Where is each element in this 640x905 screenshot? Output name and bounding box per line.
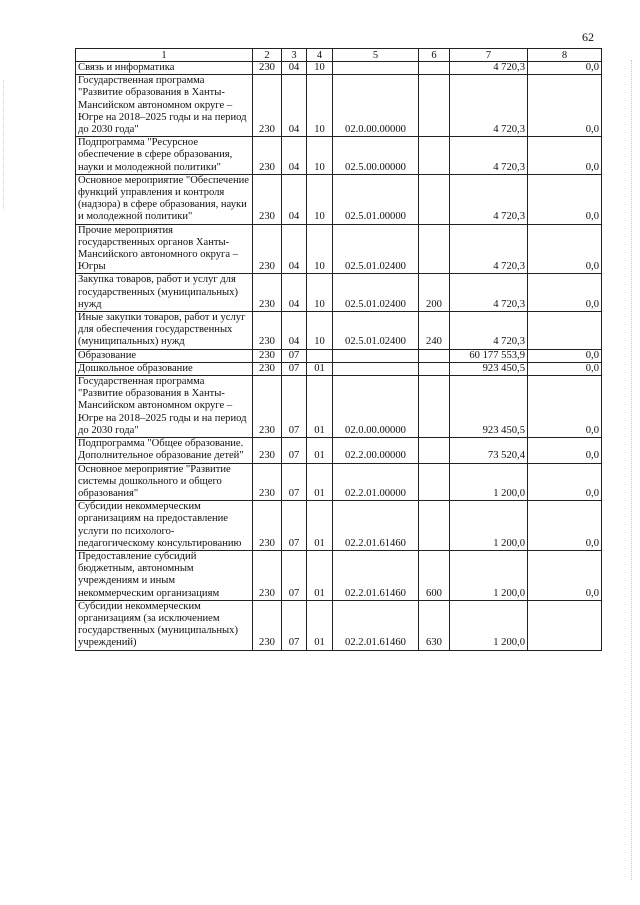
row-section-cell: 07 (282, 362, 307, 375)
row-expense-type-cell (419, 362, 450, 375)
column-header: 3 (282, 49, 307, 62)
row-code-cell: 230 (253, 75, 282, 137)
row-subsection-cell: 10 (307, 137, 333, 175)
row-name-cell: Предоставление субсидий бюджетным, автономным учреждениям и иным некоммерческим организациям (76, 550, 253, 600)
row-amount-cell: 1 200,0 (450, 600, 528, 650)
row-section-cell: 04 (282, 75, 307, 137)
row-federal-amount-cell: 0,0 (528, 362, 602, 375)
row-section-cell: 07 (282, 376, 307, 438)
table-row (76, 463, 602, 501)
row-target-article-cell (333, 349, 419, 362)
row-code-cell: 230 (253, 174, 282, 224)
row-federal-amount-cell: 0,0 (528, 137, 602, 175)
row-code-cell: 230 (253, 600, 282, 650)
table-row (76, 438, 602, 463)
row-expense-type-cell (419, 463, 450, 501)
row-federal-amount-cell: 0,0 (528, 75, 602, 137)
row-subsection-cell: 01 (307, 501, 333, 551)
row-federal-amount-cell: 0,0 (528, 274, 602, 312)
row-name-cell: Иные закупки товаров, работ и услуг для обеспечения государственных (муниципальных) нужд (76, 312, 253, 350)
table-body (76, 49, 602, 651)
row-name-cell: Основное мероприятие "Обеспечение функций управления и контроля (надзора) в сфере образования, науки и молодежной политики" (76, 174, 253, 224)
row-name-cell: Субсидии некоммерческим организациям на предоставление услуги по психолого-педагогическому консультированию (76, 501, 253, 551)
row-subsection-cell: 01 (307, 438, 333, 463)
row-amount-cell: 4 720,3 (450, 174, 528, 224)
row-code-cell: 230 (253, 274, 282, 312)
row-expense-type-cell: 630 (419, 600, 450, 650)
table-row (76, 362, 602, 375)
row-name-cell: Связь и информатика (76, 62, 253, 75)
table-row (76, 62, 602, 75)
row-amount-cell: 4 720,3 (450, 274, 528, 312)
row-target-article-cell (333, 362, 419, 375)
row-section-cell: 07 (282, 600, 307, 650)
row-expense-type-cell (419, 349, 450, 362)
row-target-article-cell: 02.0.00.00000 (333, 75, 419, 137)
table-row (76, 312, 602, 350)
row-federal-amount-cell: 0,0 (528, 376, 602, 438)
row-amount-cell: 923 450,5 (450, 376, 528, 438)
table-row (76, 376, 602, 438)
row-federal-amount-cell: 0,0 (528, 224, 602, 274)
table-row (76, 75, 602, 137)
row-expense-type-cell: 240 (419, 312, 450, 350)
row-expense-type-cell (419, 62, 450, 75)
row-subsection-cell: 01 (307, 376, 333, 438)
row-amount-cell: 60 177 553,9 (450, 349, 528, 362)
row-code-cell: 230 (253, 362, 282, 375)
table-row (76, 550, 602, 600)
row-subsection-cell: 01 (307, 463, 333, 501)
row-target-article-cell: 02.0.00.00000 (333, 376, 419, 438)
scan-edge-mark-left (3, 80, 5, 210)
column-header: 6 (419, 49, 450, 62)
row-target-article-cell: 02.5.01.00000 (333, 174, 419, 224)
row-target-article-cell: 02.2.01.00000 (333, 463, 419, 501)
row-expense-type-cell (419, 137, 450, 175)
row-section-cell: 07 (282, 501, 307, 551)
row-name-cell: Подпрограмма "Общее образование. Дополнительное образование детей" (76, 438, 253, 463)
row-code-cell: 230 (253, 550, 282, 600)
row-amount-cell: 73 520,4 (450, 438, 528, 463)
column-header: 4 (307, 49, 333, 62)
row-code-cell: 230 (253, 312, 282, 350)
row-target-article-cell: 02.5.01.02400 (333, 312, 419, 350)
row-name-cell: Закупка товаров, работ и услуг для государственных (муниципальных) нужд (76, 274, 253, 312)
row-target-article-cell: 02.5.01.02400 (333, 274, 419, 312)
page-number: 62 (582, 30, 594, 44)
row-subsection-cell: 10 (307, 312, 333, 350)
row-code-cell: 230 (253, 376, 282, 438)
row-code-cell: 230 (253, 438, 282, 463)
column-header: 5 (333, 49, 419, 62)
row-amount-cell: 1 200,0 (450, 550, 528, 600)
row-code-cell: 230 (253, 62, 282, 75)
row-expense-type-cell (419, 376, 450, 438)
row-federal-amount-cell: 0,0 (528, 463, 602, 501)
row-target-article-cell: 02.2.01.61460 (333, 600, 419, 650)
column-header: 2 (253, 49, 282, 62)
row-subsection-cell (307, 349, 333, 362)
row-subsection-cell: 10 (307, 75, 333, 137)
row-amount-cell: 4 720,3 (450, 62, 528, 75)
row-federal-amount-cell (528, 312, 602, 350)
row-expense-type-cell (419, 501, 450, 551)
row-code-cell: 230 (253, 349, 282, 362)
row-federal-amount-cell: 0,0 (528, 438, 602, 463)
row-expense-type-cell (419, 438, 450, 463)
row-amount-cell: 4 720,3 (450, 137, 528, 175)
table-row (76, 224, 602, 274)
row-section-cell: 04 (282, 174, 307, 224)
row-target-article-cell: 02.5.01.02400 (333, 224, 419, 274)
table-row (76, 274, 602, 312)
row-section-cell: 04 (282, 274, 307, 312)
table-row (76, 349, 602, 362)
row-federal-amount-cell (528, 600, 602, 650)
table-row (76, 501, 602, 551)
row-section-cell: 07 (282, 349, 307, 362)
row-section-cell: 04 (282, 224, 307, 274)
row-expense-type-cell (419, 224, 450, 274)
table-row (76, 174, 602, 224)
row-name-cell: Подпрограмма "Ресурсное обеспечение в сфере образования, науки и молодежной политики" (76, 137, 253, 175)
row-target-article-cell: 02.2.01.61460 (333, 501, 419, 551)
row-name-cell: Дошкольное образование (76, 362, 253, 375)
row-code-cell: 230 (253, 224, 282, 274)
row-name-cell: Государственная программа "Развитие образования в Ханты-Мансийском автономном округе – Югре на 2018–2025 годы и на период до 2030 года" (76, 376, 253, 438)
row-expense-type-cell (419, 174, 450, 224)
table-header-row (76, 49, 602, 62)
row-target-article-cell: 02.2.00.00000 (333, 438, 419, 463)
row-subsection-cell: 10 (307, 174, 333, 224)
row-amount-cell: 4 720,3 (450, 224, 528, 274)
row-section-cell: 07 (282, 550, 307, 600)
column-header: 7 (450, 49, 528, 62)
row-subsection-cell: 01 (307, 600, 333, 650)
row-section-cell: 04 (282, 312, 307, 350)
row-name-cell: Прочие мероприятия государственных органов Ханты-Мансийского автономного округа – Югры (76, 224, 253, 274)
row-federal-amount-cell: 0,0 (528, 62, 602, 75)
row-subsection-cell: 01 (307, 550, 333, 600)
row-target-article-cell (333, 62, 419, 75)
row-code-cell: 230 (253, 137, 282, 175)
row-amount-cell: 1 200,0 (450, 501, 528, 551)
row-subsection-cell: 10 (307, 62, 333, 75)
row-amount-cell: 1 200,0 (450, 463, 528, 501)
row-expense-type-cell: 600 (419, 550, 450, 600)
row-section-cell: 04 (282, 62, 307, 75)
column-header: 8 (528, 49, 602, 62)
budget-table (75, 48, 602, 651)
row-expense-type-cell: 200 (419, 274, 450, 312)
scan-edge-mark-right (630, 60, 632, 880)
row-subsection-cell: 10 (307, 274, 333, 312)
row-amount-cell: 4 720,3 (450, 75, 528, 137)
column-header: 1 (76, 49, 253, 62)
row-subsection-cell: 10 (307, 224, 333, 274)
row-name-cell: Образование (76, 349, 253, 362)
row-federal-amount-cell: 0,0 (528, 550, 602, 600)
row-amount-cell: 923 450,5 (450, 362, 528, 375)
table-row (76, 137, 602, 175)
row-name-cell: Государственная программа "Развитие образования в Ханты-Мансийском автономном округе – Югре на 2018–2025 годы и на период до 2030 года" (76, 75, 253, 137)
row-name-cell: Основное мероприятие "Развитие системы дошкольного и общего образования" (76, 463, 253, 501)
table-row (76, 600, 602, 650)
row-code-cell: 230 (253, 501, 282, 551)
row-federal-amount-cell: 0,0 (528, 501, 602, 551)
row-amount-cell: 4 720,3 (450, 312, 528, 350)
row-expense-type-cell (419, 75, 450, 137)
row-subsection-cell: 01 (307, 362, 333, 375)
row-federal-amount-cell: 0,0 (528, 349, 602, 362)
row-target-article-cell: 02.2.01.61460 (333, 550, 419, 600)
row-name-cell: Субсидии некоммерческим организациям (за исключением государственных (муниципальных) учреждений) (76, 600, 253, 650)
row-section-cell: 07 (282, 463, 307, 501)
row-target-article-cell: 02.5.00.00000 (333, 137, 419, 175)
row-section-cell: 07 (282, 438, 307, 463)
row-section-cell: 04 (282, 137, 307, 175)
row-federal-amount-cell: 0,0 (528, 174, 602, 224)
row-code-cell: 230 (253, 463, 282, 501)
